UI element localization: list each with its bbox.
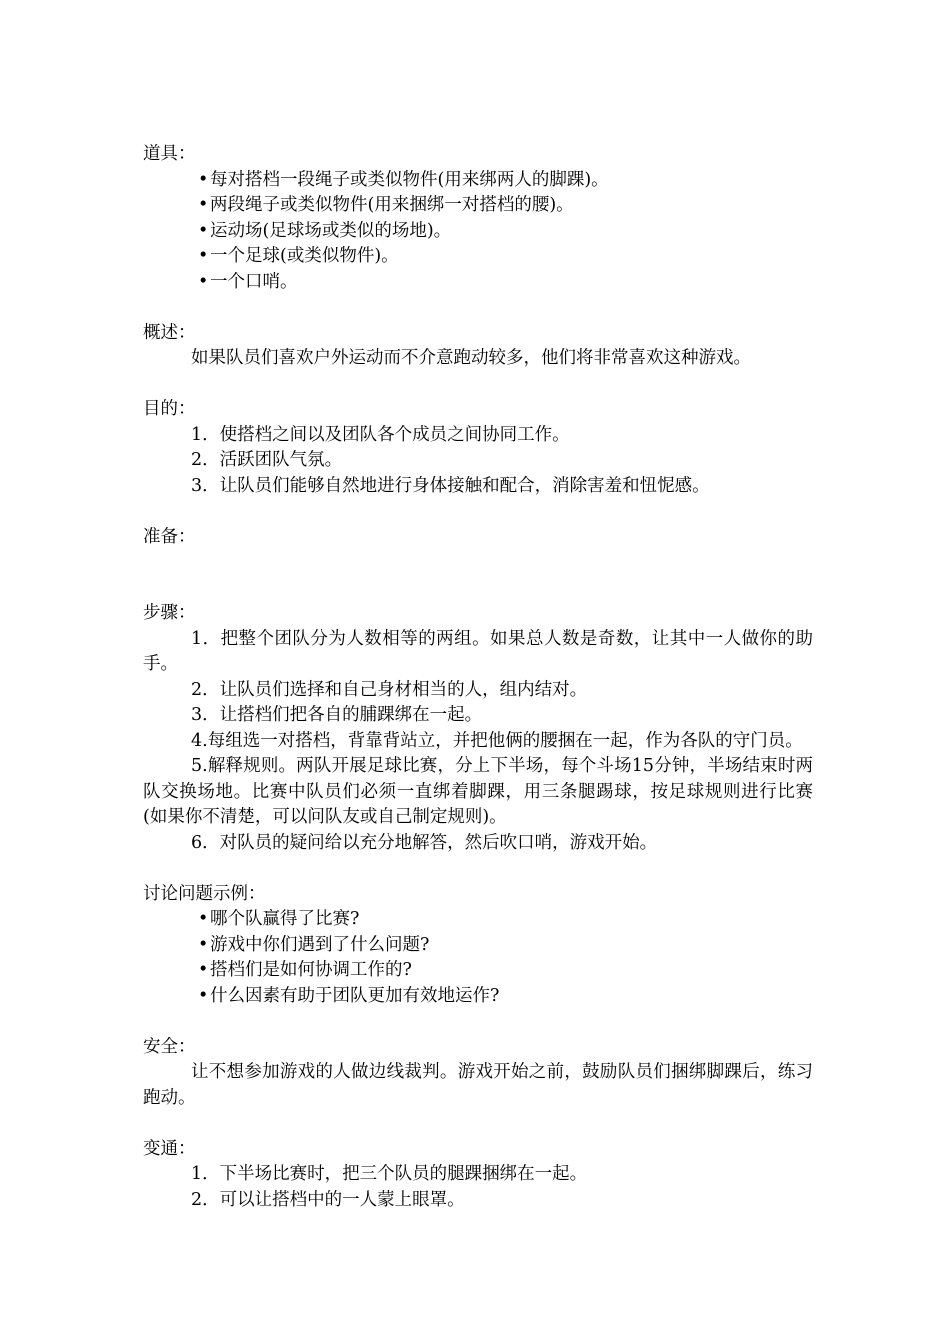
overview-heading: 概述： <box>143 322 196 343</box>
spacer <box>143 1009 813 1035</box>
steps-heading: 步骤： <box>143 603 196 623</box>
props-heading: 道具： <box>143 144 196 164</box>
steps-item: 5.解释规则。两队开展足球比赛，分上下半场，每个斗场15分钟，半场结束时两队交换场地。比赛中队员们必须一直绑着脚踝，用三条腿踢球，按足球规则进行比赛(如果你不清楚，可以问队友或自己制定规则)。 <box>143 756 813 827</box>
bullet-icon: • <box>198 246 209 266</box>
safety-heading: 安全： <box>143 1036 196 1057</box>
safety-text: 让不想参加游戏的人做边线裁判。游戏开始之前，鼓励队员们捆绑脚踝后，练习跑动。 <box>143 1062 813 1108</box>
bullet-icon: • <box>198 271 209 292</box>
prep-section <box>143 525 813 551</box>
document-body <box>143 142 813 1213</box>
bullet-icon: • <box>198 934 209 955</box>
steps-section <box>143 601 813 856</box>
safety-section <box>143 1035 813 1112</box>
props-item: •一个足球(或类似物件)。 <box>198 244 813 270</box>
discussion-heading: 讨论问题示例： <box>143 883 266 904</box>
props-item: •两段绳子或类似物件(用来捆绑一对搭档的腰)。 <box>198 193 813 219</box>
spacer <box>143 499 813 525</box>
bullet-icon: • <box>198 220 209 241</box>
steps-item: 1．把整个团队分为人数相等的两组。如果总人数是奇数，让其中一人做你的助手。 <box>143 628 813 674</box>
discussion-item: •游戏中你们遇到了什么问题? <box>198 933 813 959</box>
props-item: •运动场(足球场或类似的场地)。 <box>198 219 813 245</box>
discussion-section <box>143 882 813 1010</box>
goals-heading: 目的： <box>143 399 196 419</box>
bullet-icon: • <box>198 985 209 1006</box>
bullet-icon: • <box>198 195 209 215</box>
steps-item: 6．对队员的疑问给以充分地解答，然后吹口哨，游戏开始。 <box>191 832 658 853</box>
spacer <box>143 856 813 882</box>
goals-item: 2．活跃团队气氛。 <box>191 450 343 470</box>
steps-item: 2．让队员们选择和自己身材相当的人，组内结对。 <box>191 679 588 700</box>
overview-section <box>143 321 813 372</box>
goals-item: 1．使搭档之间以及团队各个成员之间协同工作。 <box>191 424 570 445</box>
variations-section <box>143 1137 813 1214</box>
variations-heading: 变通： <box>143 1138 196 1159</box>
spacer <box>143 372 813 398</box>
discussion-item: •搭档们是如何协调工作的? <box>198 958 813 984</box>
bullet-icon: • <box>198 909 209 929</box>
spacer <box>143 1111 813 1137</box>
goals-item: 3．让队员们能够自然地进行身体接触和配合，消除害羞和忸怩感。 <box>191 475 710 496</box>
props-item: •每对搭档一段绳子或类似物件(用来绑两人的脚踝)。 <box>198 168 813 194</box>
prep-heading: 准备： <box>143 526 196 547</box>
bullet-icon: • <box>198 960 209 980</box>
steps-item: 3．让搭档们把各自的脯踝绑在一起。 <box>191 705 483 725</box>
spacer <box>143 550 813 601</box>
overview-text: 如果队员们喜欢户外运动而不介意跑动较多，他们将非常喜欢这种游戏。 <box>191 348 751 368</box>
props-item: •一个口哨。 <box>198 270 813 296</box>
variations-item: 1．下半场比赛时，把三个队员的腿踝捆绑在一起。 <box>191 1164 588 1184</box>
goals-section <box>143 397 813 499</box>
discussion-item: •哪个队赢得了比赛? <box>198 907 813 933</box>
variations-item: 2．可以让搭档中的一人蒙上眼罩。 <box>191 1189 465 1210</box>
discussion-item: •什么因素有助于团队更加有效地运作? <box>198 984 813 1010</box>
bullet-icon: • <box>198 169 209 190</box>
spacer <box>143 295 813 321</box>
props-section <box>143 142 813 295</box>
steps-item: 4.每组选一对搭档，背靠背站立，并把他俩的腰捆在一起，作为各队的守门员。 <box>191 730 803 751</box>
